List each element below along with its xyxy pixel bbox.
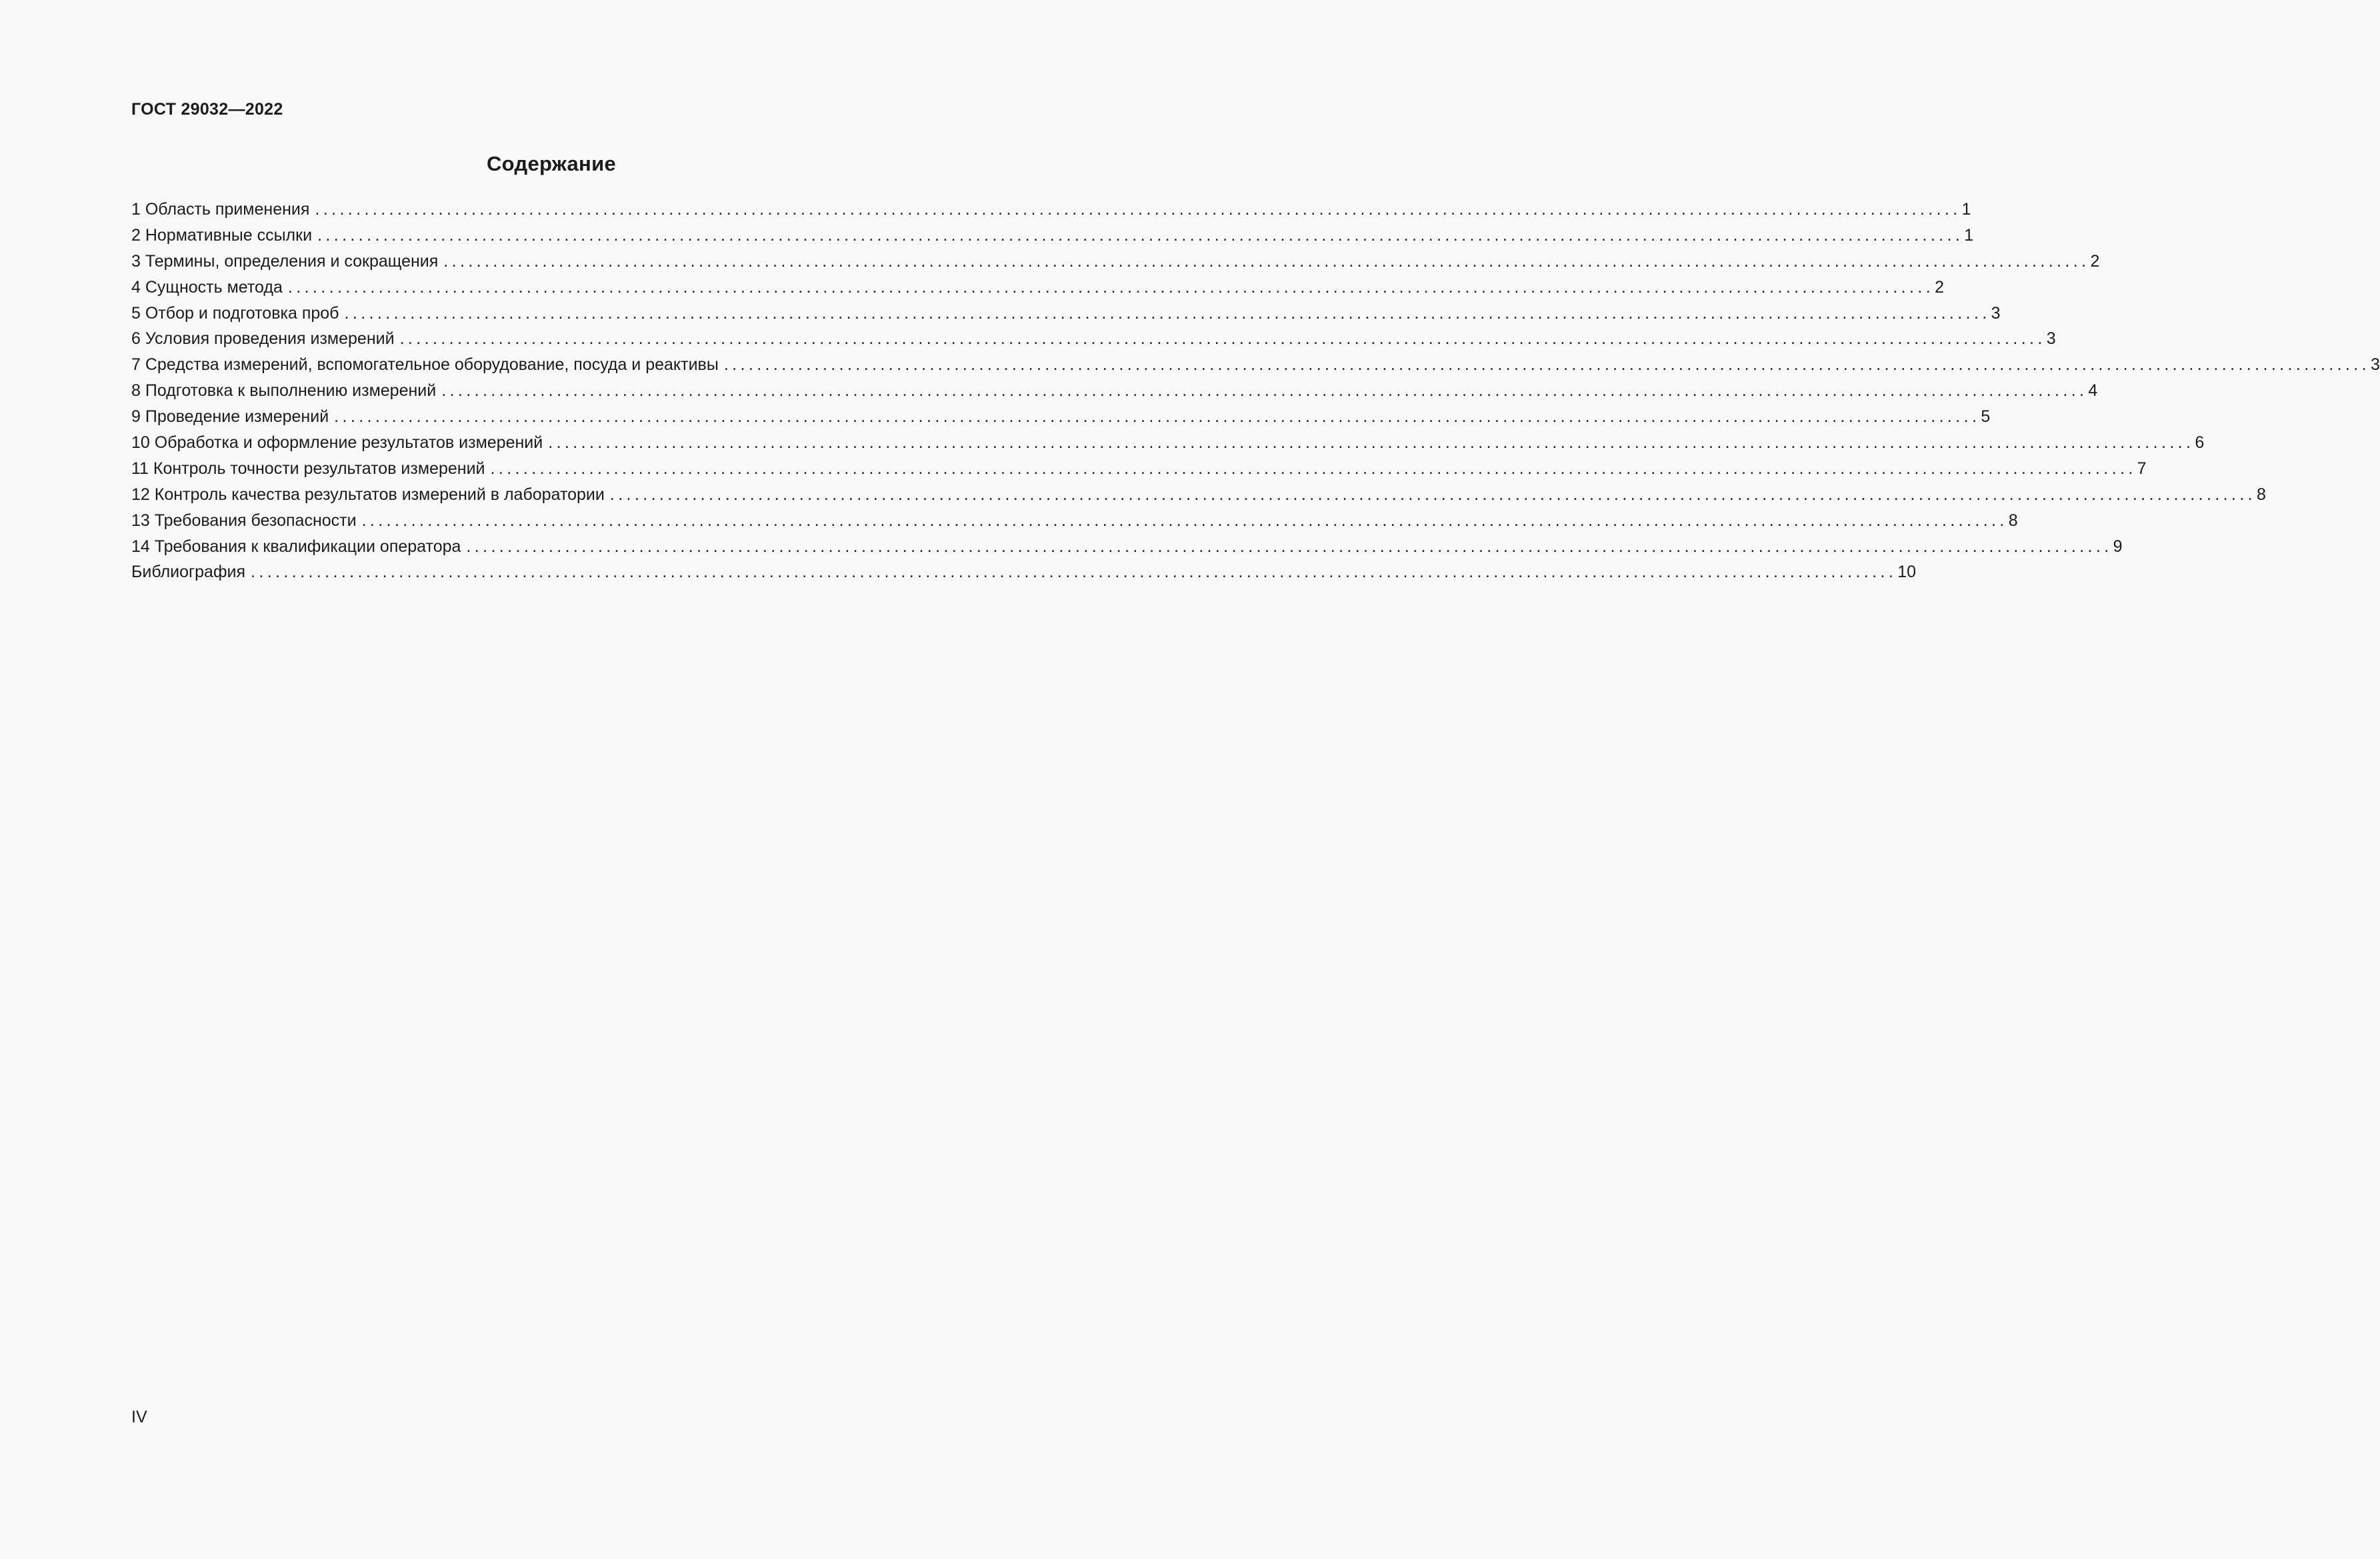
toc-dot-leader: ........................................................................................................................................................................................................: [334, 407, 1981, 427]
toc-entry-page: 7: [2137, 459, 2147, 478]
document-header: ГОСТ 29032—2022: [131, 100, 283, 119]
toc-entry-page: 3: [2046, 329, 2056, 349]
toc-entry-label: 7 Средства измерений, вспомогательное оборудование, посуда и реактивы: [131, 355, 719, 375]
toc-entry-page: 8: [2257, 485, 2266, 504]
toc-dot-leader: ........................................................................................................................................................................................................: [399, 329, 2046, 349]
toc-entry[interactable]: [131, 275, 1944, 301]
toc-entry-page: 5: [1981, 407, 1991, 427]
toc-dot-leader: ........................................................................................................................................................................................................: [609, 485, 2257, 504]
toc-entry-label: 11 Контроль точности результатов измерений: [131, 459, 485, 478]
toc-entry[interactable]: [131, 249, 2100, 275]
toc-entry[interactable]: [131, 326, 2056, 352]
toc-dot-leader: ........................................................................................................................................................................................................: [441, 381, 2088, 401]
toc-entry-page: 9: [2113, 537, 2123, 556]
page-number: IV: [131, 1408, 147, 1426]
table-of-contents: [131, 197, 2380, 585]
toc-entry-label: 14 Требования к квалификации оператора: [131, 537, 461, 556]
toc-entry[interactable]: [131, 508, 2018, 534]
toc-dot-leader: ........................................................................................................................................................................................................: [723, 355, 2370, 375]
toc-dot-leader: ........................................................................................................................................................................................................: [548, 433, 2195, 453]
toc-entry-label: 13 Требования безопасности: [131, 511, 357, 530]
toc-entry[interactable]: [131, 482, 2266, 508]
toc-entry-page: 6: [2195, 433, 2205, 453]
toc-entry-page: 1: [1964, 225, 1974, 245]
toc-entry[interactable]: [131, 352, 2380, 378]
toc-entry[interactable]: [131, 301, 2001, 327]
toc-entry[interactable]: [131, 559, 1917, 585]
toc-entry-label: 5 Отбор и подготовка проб: [131, 303, 339, 323]
toc-entry-label: 1 Область применения: [131, 200, 310, 219]
toc-entry[interactable]: [131, 223, 1974, 249]
toc-entry-page: 2: [2090, 251, 2100, 271]
toc-entry-label: 2 Нормативные ссылки: [131, 225, 313, 245]
toc-entry-label: 4 Сущность метода: [131, 277, 283, 297]
toc-entry-label: 8 Подготовка к выполнению измерений: [131, 381, 437, 401]
toc-dot-leader: ........................................................................................................................................................................................................: [287, 277, 1935, 297]
toc-entry[interactable]: [131, 534, 2123, 560]
toc-entry-label: Библиография: [131, 563, 246, 582]
toc-entry-page: 10: [1897, 563, 1917, 582]
toc-entry[interactable]: [131, 404, 1991, 430]
toc-dot-leader: ........................................................................................................................................................................................................: [490, 459, 2137, 478]
toc-entry-label: 9 Проведение измерений: [131, 407, 329, 427]
toc-entry-page: 3: [1991, 303, 2001, 323]
toc-entry[interactable]: [131, 456, 2147, 482]
toc-dot-leader: ........................................................................................................................................................................................................: [315, 200, 1961, 219]
toc-entry-label: 10 Обработка и оформление результатов измерений: [131, 433, 543, 453]
toc-entry-page: 2: [1935, 277, 1944, 297]
toc-entry-page: 1: [1961, 200, 1971, 219]
toc-entry-label: 12 Контроль качества результатов измерений в лаборатории: [131, 485, 605, 504]
toc-entry[interactable]: [131, 430, 2205, 456]
toc-entry-page: 4: [2088, 381, 2098, 401]
toc-dot-leader: ........................................................................................................................................................................................................: [344, 303, 1991, 323]
toc-title: Содержание: [487, 152, 616, 175]
toc-entry[interactable]: [131, 197, 1971, 223]
toc-entry[interactable]: [131, 378, 2098, 404]
toc-dot-leader: ........................................................................................................................................................................................................: [361, 511, 2008, 530]
toc-dot-leader: ........................................................................................................................................................................................................: [466, 537, 2113, 556]
toc-entry-page: 3: [2370, 355, 2380, 375]
toc-dot-leader: ........................................................................................................................................................................................................: [251, 563, 1897, 582]
toc-dot-leader: ........................................................................................................................................................................................................: [317, 225, 1964, 245]
toc-dot-leader: ........................................................................................................................................................................................................: [443, 251, 2090, 271]
toc-entry-label: 3 Термины, определения и сокращения: [131, 251, 439, 271]
toc-entry-page: 8: [2008, 511, 2018, 530]
toc-entry-label: 6 Условия проведения измерений: [131, 329, 395, 349]
